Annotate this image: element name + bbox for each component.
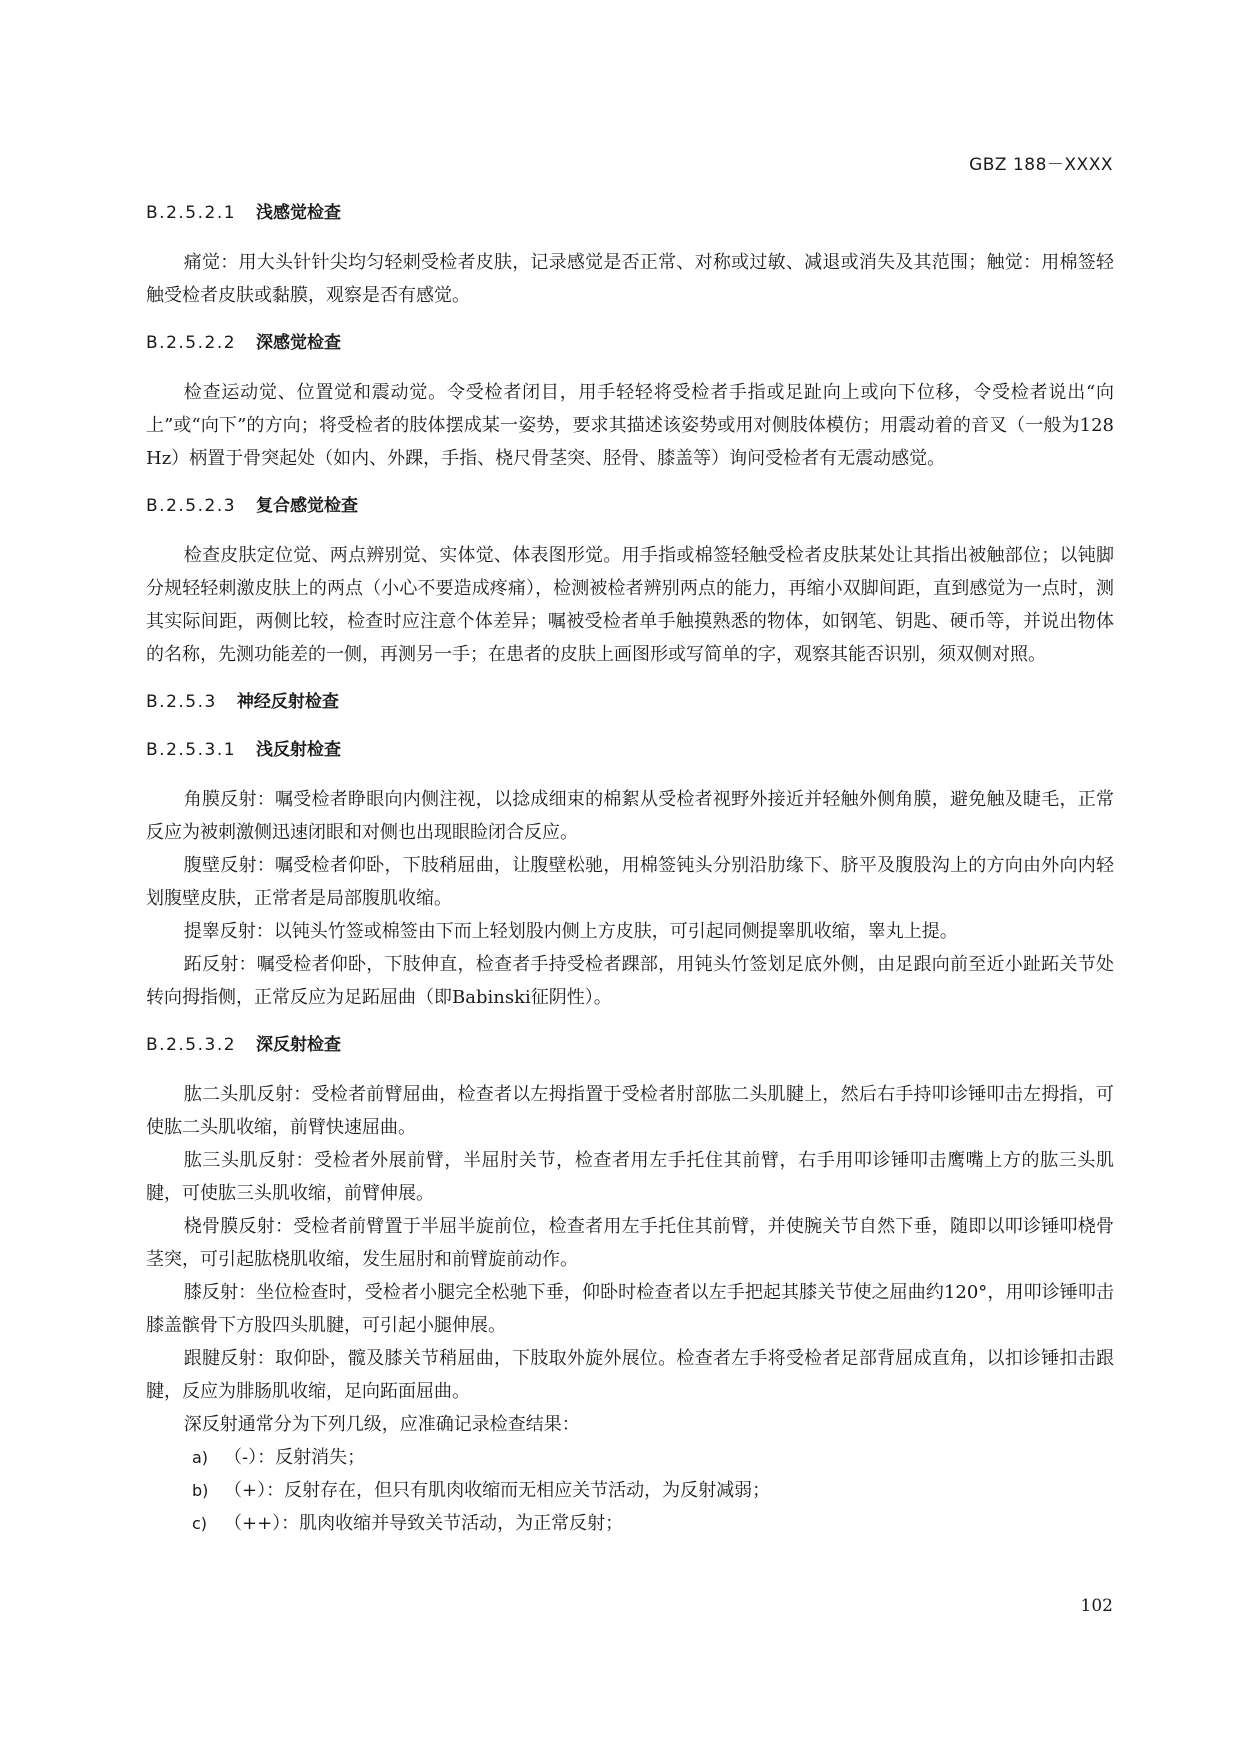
- section-number: B.2.5.3: [146, 692, 217, 712]
- paragraph-knee-reflex: 膝反射：坐位检查时，受检者小腿完全松驰下垂，仰卧时检查者以左手把起其膝关节使之屈曲约120°，用叩诊锤叩击膝盖髌骨下方股四头肌腱，可引起小腿伸展。: [146, 1282, 1114, 1336]
- section-title: 深反射检查: [256, 1035, 342, 1055]
- paragraph-superficial-sensation: 痛觉：用大头针针尖均匀轻刺受检者皮肤，记录感觉是否正常、对称或过敏、减退或消失及其范围；触觉：用棉签轻触受检者皮肤或黏膜，观察是否有感觉。: [146, 252, 1114, 306]
- section-number: B.2.5.2.3: [146, 496, 237, 516]
- list-marker: a): [192, 1448, 209, 1467]
- section-heading: [146, 328, 1114, 358]
- section-title: 浅反射检查: [256, 740, 342, 760]
- list-marker: b): [192, 1481, 209, 1500]
- paragraph-complex-sensation: 检查皮肤定位觉、两点辨别觉、实体觉、体表图形觉。用手指或棉签轻触受检者皮肤某处让其指出被触部位；以钝脚分规轻轻刺激皮肤上的两点（小心不要造成疼痛），检测被检者辨别两点的能力，再缩小双脚间距，直到感觉为一点时，测其实际间距，两侧比较，检查时应注意个体差异；嘱被受检者单手触摸熟悉的物体，如钢笔、钥匙、硬币等，并说出物体的名称，先测功能差的一侧，再测另一手；在患者的皮肤上画图形或写简单的字，观察其能否识别，须双侧对照。: [146, 545, 1114, 665]
- paragraph-biceps-reflex: 肱二头肌反射：受检者前臂屈曲，检查者以左拇指置于受检者肘部肱二头肌腱上，然后右手持叩诊锤叩击左拇指，可使肱二头肌收缩，前臂快速屈曲。: [146, 1084, 1114, 1138]
- section-number: B.2.5.3.2: [146, 1035, 237, 1055]
- paragraph-radial-periosteal-reflex: 桡骨膜反射：受检者前臂置于半屈半旋前位，检查者用左手托住其前臂，并使腕关节自然下垂，随即以叩诊锤叩桡骨茎突，可引起肱桡肌收缩，发生屈肘和前臂旋前动作。: [146, 1216, 1114, 1270]
- paragraph-abdominal-reflex: 腹壁反射：嘱受检者仰卧，下肢稍屈曲，让腹壁松驰，用棉签钝头分别沿肋缘下、脐平及腹股沟上的方向由外向内轻划腹壁皮肤，正常者是局部腹肌收缩。: [146, 855, 1114, 909]
- paragraph-corneal-reflex: 角膜反射：嘱受检者睁眼向内侧注视，以捻成细束的棉絮从受检者视野外接近并轻触外侧角膜，避免触及睫毛，正常反应为被刺激侧迅速闭眼和对侧也出现眼睑闭合反应。: [146, 789, 1114, 843]
- section-number: B.2.5.3.1: [146, 740, 237, 760]
- section-heading: [146, 491, 1114, 521]
- list-marker: c): [192, 1514, 208, 1533]
- paragraph-cremasteric-reflex: 提睾反射：以钝头竹签或棉签由下而上轻划股内侧上方皮肤，可引起同侧提睾肌收缩，睾丸上提。: [183, 921, 958, 942]
- section-title: 复合感觉检查: [256, 496, 359, 516]
- list-text: （+）：反射存在，但只有肌肉收缩而无相应关节活动，为反射减弱；: [224, 1480, 771, 1501]
- section-heading: [146, 735, 1114, 765]
- page-body: [146, 198, 1114, 1540]
- section-title: 神经反射检查: [236, 692, 339, 712]
- section-heading: [146, 1030, 1114, 1060]
- section-heading: [146, 687, 1114, 717]
- section-number: B.2.5.2.2: [146, 333, 237, 353]
- list-item: [192, 1441, 1114, 1474]
- document-code-header: GBZ 188－XXXX: [969, 155, 1113, 175]
- section-title: 浅感觉检查: [256, 203, 342, 223]
- list-item: [192, 1474, 1114, 1507]
- section-title: 深感觉检查: [256, 333, 342, 353]
- paragraph-achilles-reflex: 跟腱反射：取仰卧，髋及膝关节稍屈曲，下肢取外旋外展位。检查者左手将受检者足部背屈成直角，以扣诊锤扣击跟腱，反应为腓肠肌收缩，足向跖面屈曲。: [146, 1348, 1114, 1402]
- paragraph-triceps-reflex: 肱三头肌反射：受检者外展前臂，半屈肘关节，检查者用左手托住其前臂，右手用叩诊锤叩击鹰嘴上方的肱三头肌腱，可使肱三头肌收缩，前臂伸展。: [146, 1150, 1114, 1204]
- list-text: （++）：肌肉收缩并导致关节活动，为正常反射；: [224, 1513, 624, 1534]
- paragraph-reflex-grading-intro: 深反射通常分为下列几级，应准确记录检查结果：: [183, 1414, 580, 1435]
- section-heading: [146, 198, 1114, 228]
- section-number: B.2.5.2.1: [146, 203, 237, 223]
- paragraph-plantar-reflex: 跖反射：嘱受检者仰卧，下肢伸直，检查者手持受检者踝部，用钝头竹签划足底外侧，由足跟向前至近小趾跖关节处转向拇指侧，正常反应为足跖屈曲（即Babinski征阴性）。: [146, 954, 1114, 1008]
- paragraph-deep-sensation: 检查运动觉、位置觉和震动觉。令受检者闭目，用手轻轻将受检者手指或足趾向上或向下位移，令受检者说出“向上”或“向下”的方向；将受检者的肢体摆成某一姿势，要求其描述该姿势或用对侧肢体模仿；用震动着的音叉（一般为128 Hz）柄置于骨突起处（如内、外踝，手指、桡尺骨茎突、胫骨、膝盖等）询问受检者有无震动感觉。: [146, 382, 1114, 469]
- list-item: [192, 1507, 1114, 1540]
- list-text: （-）：反射消失；: [224, 1447, 366, 1468]
- page-number: 102: [1080, 1596, 1113, 1616]
